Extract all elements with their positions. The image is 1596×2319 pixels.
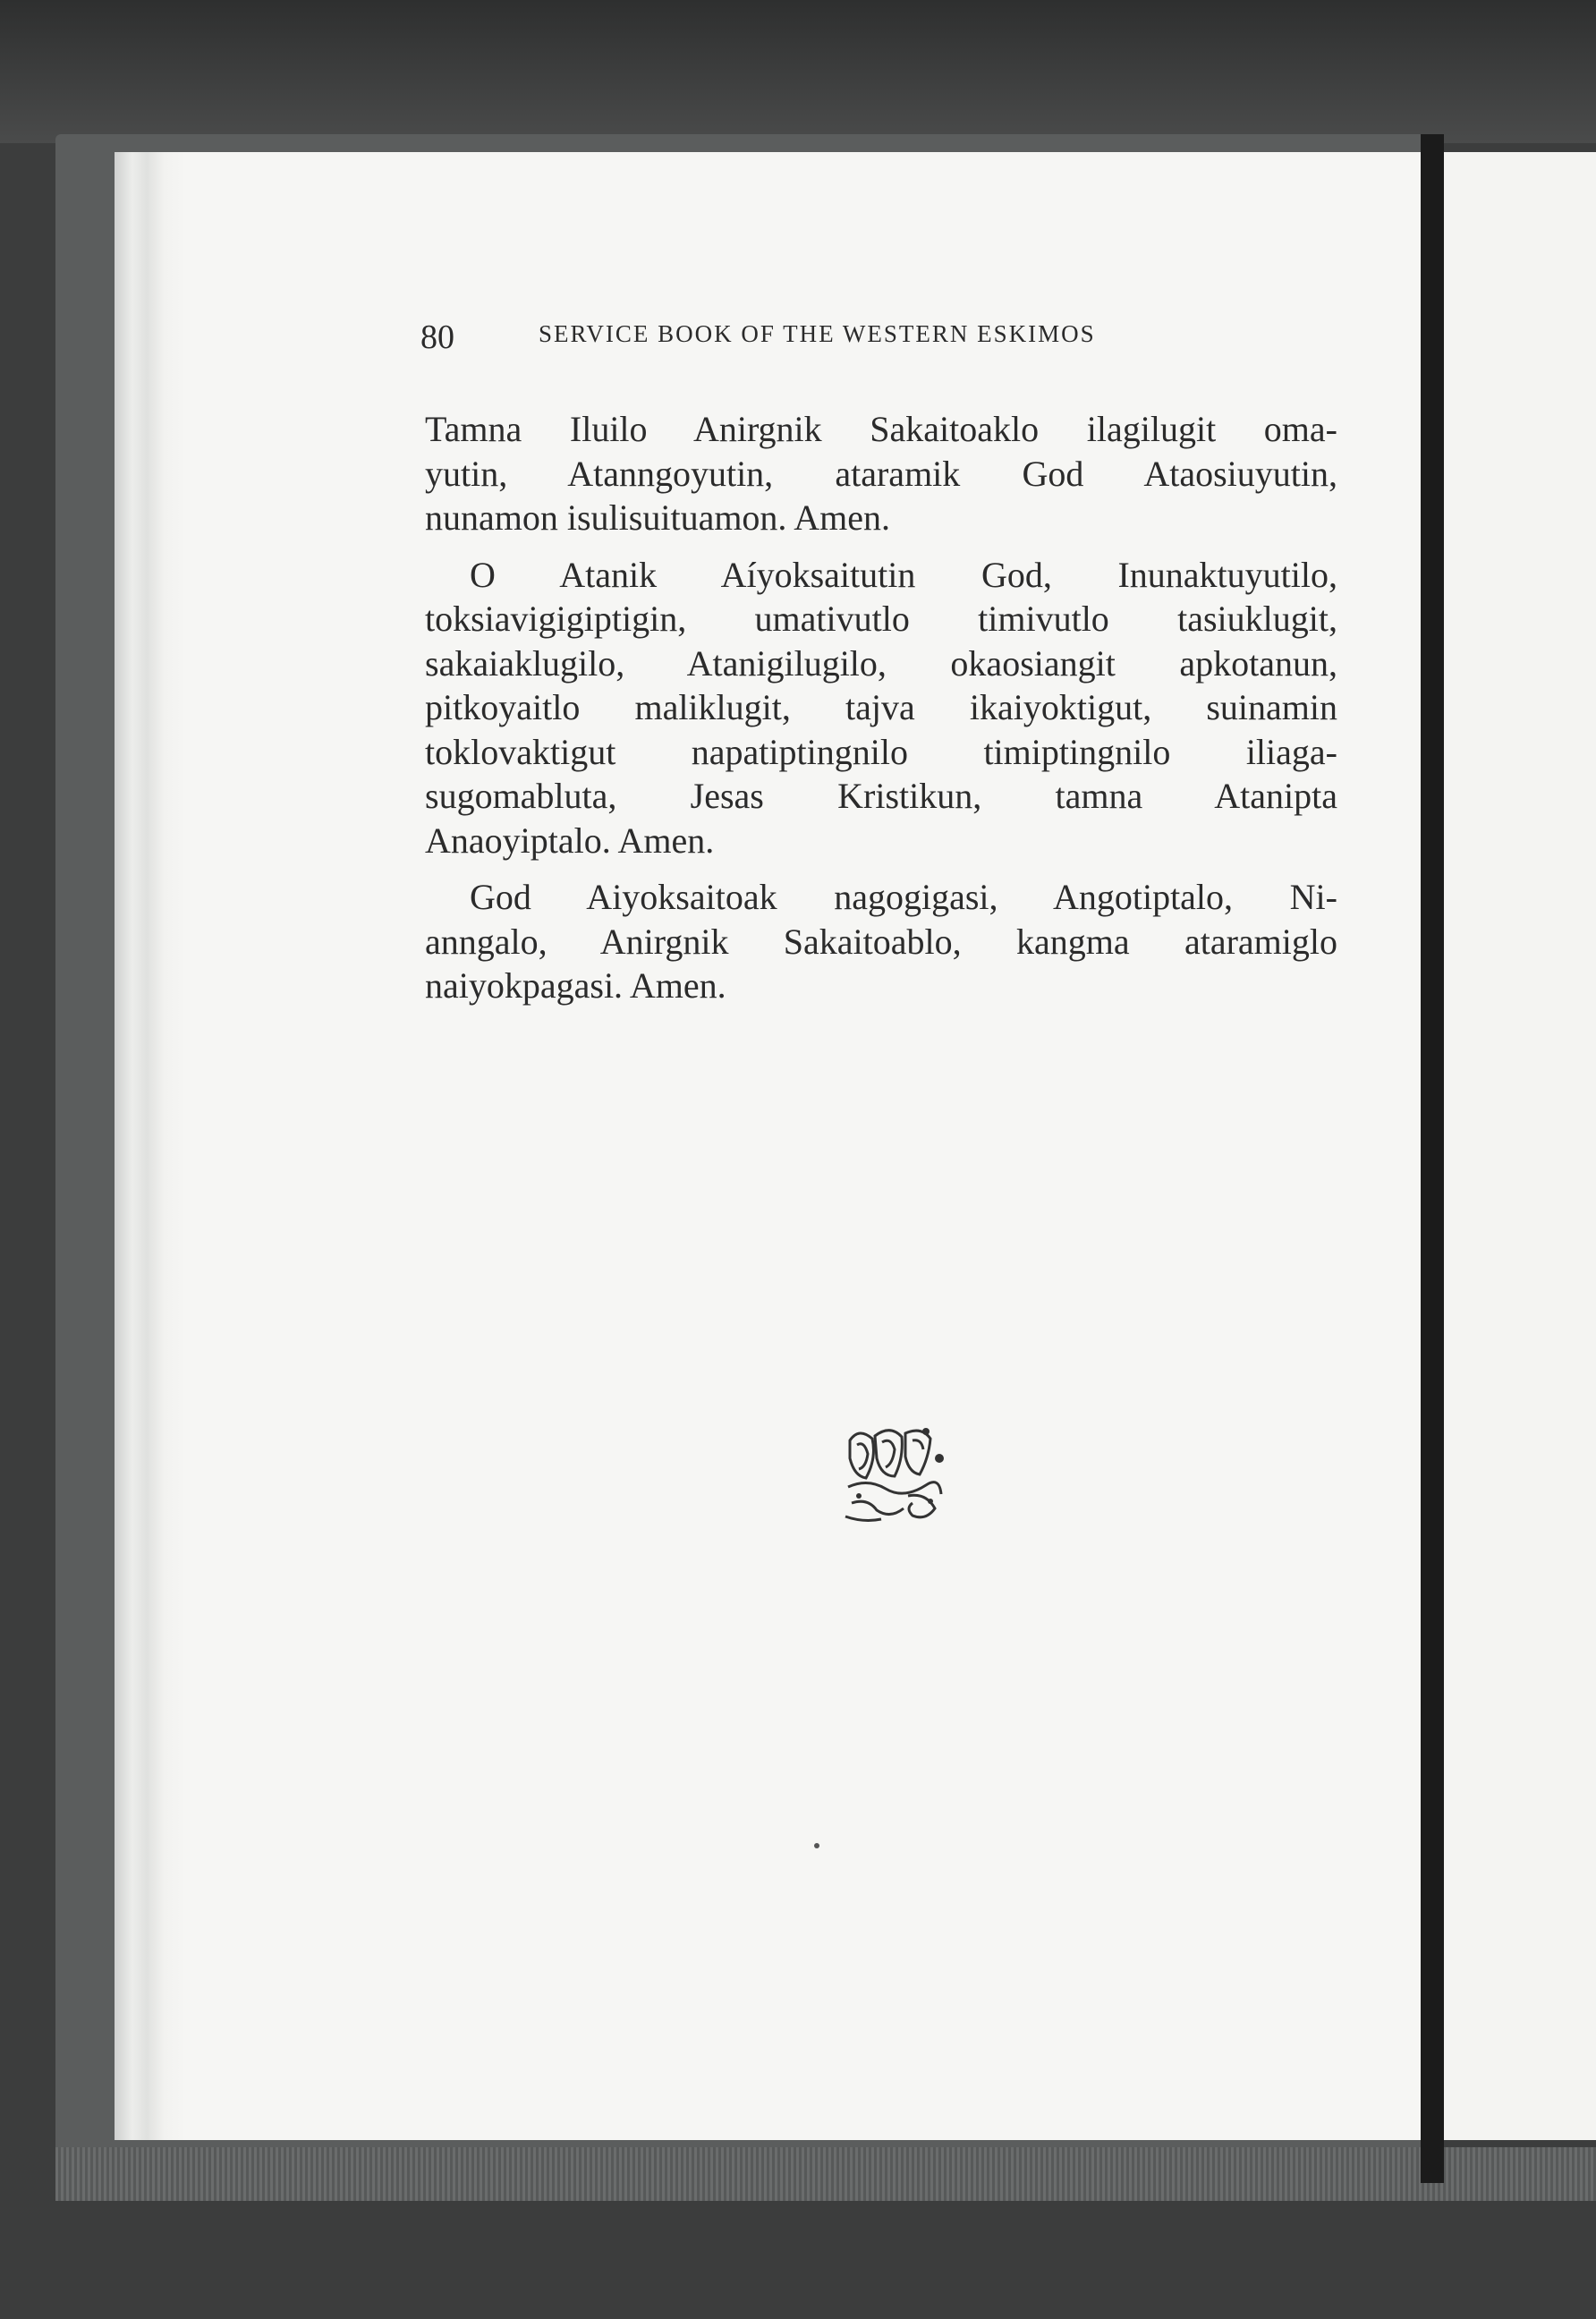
text-line: God Aiyoksaitoak nagogigasi, Angotiptalo, Ni- [470,877,1337,917]
text-line: O Atanik Aíyoksaitutin God, Inunaktuyutilo, [470,554,1337,595]
body-text [425,407,1337,1008]
book-gutter [1421,134,1444,2183]
decorative-ornament-icon [841,1423,948,1530]
paragraph [425,553,1337,863]
running-head-title: SERVICE BOOK OF THE WESTERN ESKIMOS [539,320,1096,347]
text-line: nunamon isulisuituamon. Amen. [425,497,890,538]
paper-speck [814,1843,819,1848]
background-top [0,0,1596,143]
text-line: sakaiaklugilo, Atanigilugilo, okaosiangit apkotanun, [425,642,1337,684]
text-line: yutin, Atanngoyutin, ataramik God Ataosiuyutin, [425,453,1337,494]
left-page-edge [115,152,186,2140]
text-line: naiyokpagasi. Amen. [425,965,726,1006]
page-number: 80 [420,319,454,356]
book-cover-bottom [55,2147,1596,2201]
text-line: sugomabluta, Jesas Kristikun, tamna Atanipta [425,776,1337,816]
paragraph [425,407,1337,540]
text-line: pitkoyaitlo maliklugit, tajva ikaiyoktigut, suinamin [425,687,1337,727]
text-line: Tamna Iluilo Anirgnik Sakaitoaklo ilagilugit oma- [425,409,1337,449]
text-line: Anaoyiptalo. Amen. [425,820,715,861]
paragraph [425,875,1337,1008]
right-page [1444,152,1596,2140]
text-line: anngalo, Anirgnik Sakaitoablo, kangma ataramiglo [425,921,1337,962]
text-line: toklovaktigut napatiptingnilo timiptingnilo iliaga- [425,731,1337,772]
text-line: toksiavigigiptigin, umativutlo timivutlo tasiuklugit, [425,599,1337,639]
